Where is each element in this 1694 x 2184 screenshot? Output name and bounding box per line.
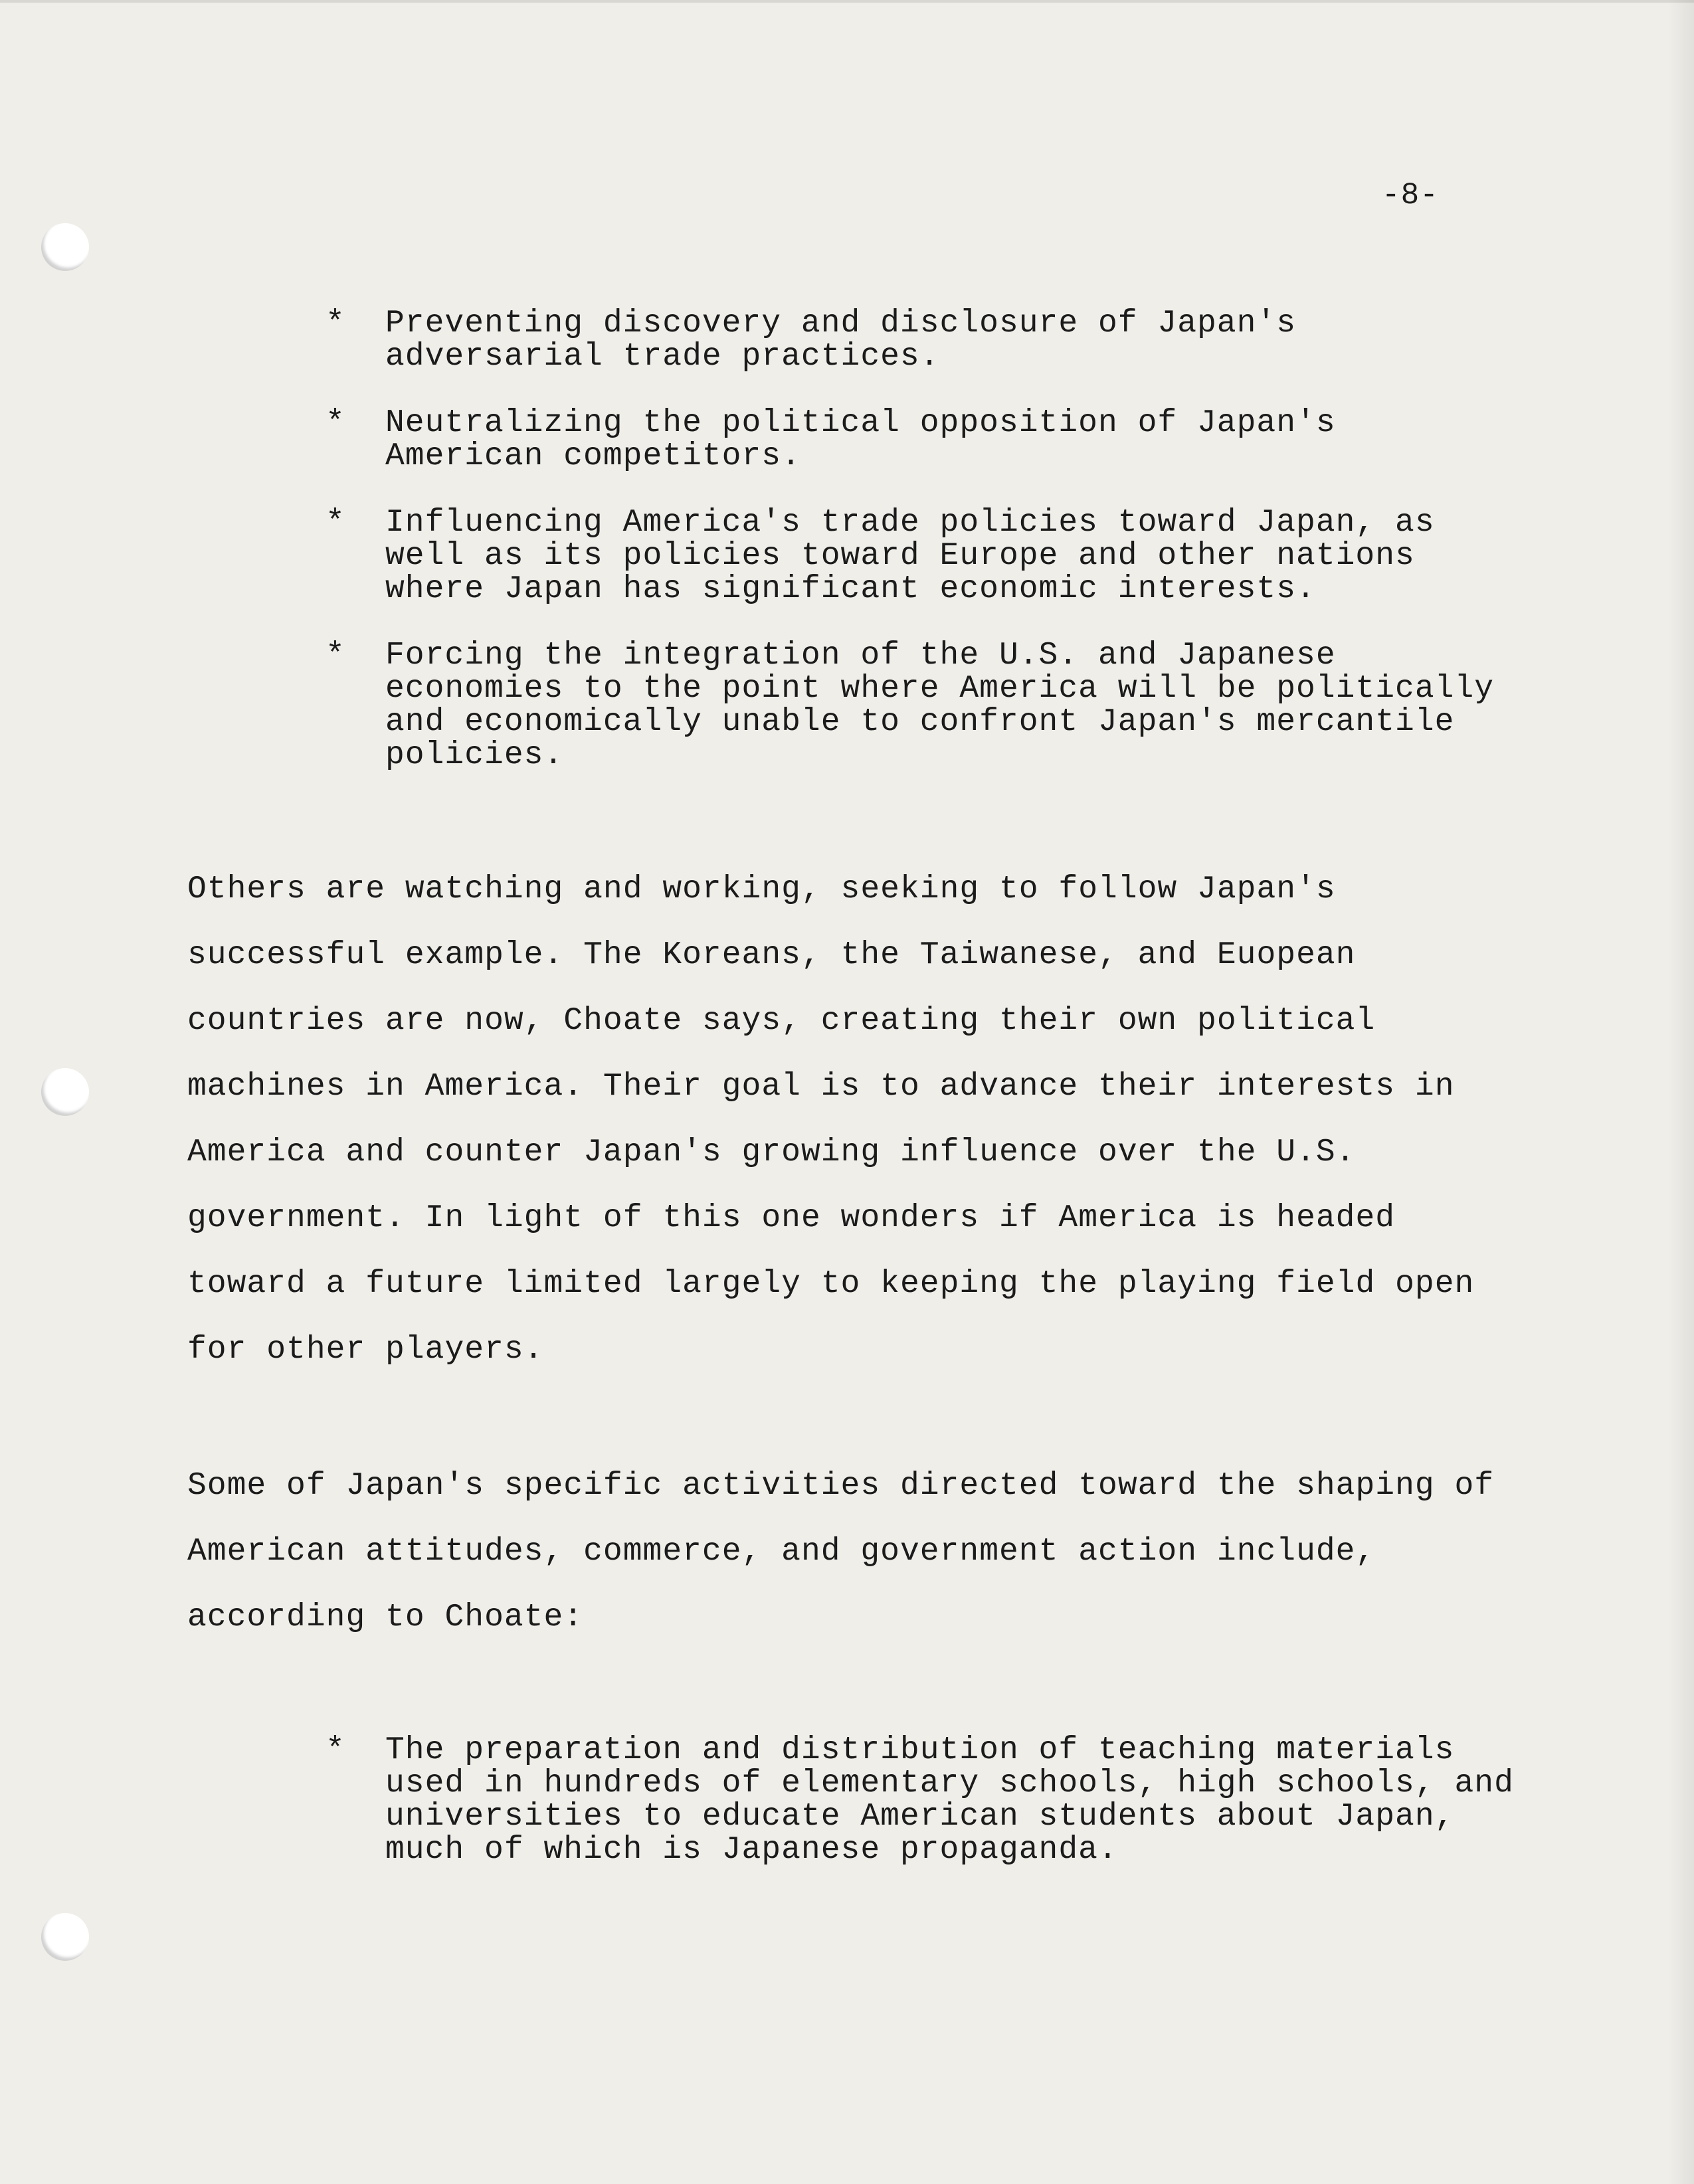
list-item: [326, 506, 1508, 606]
bullet-list-bottom: [326, 1732, 1514, 1900]
paragraph-others-watching: Others are watching and working, seeking to follow Japan's successful example. The Koreans, the Taiwanese, and Euopean countries are now, Choate says, creating their own political machines in America. Their goal is to advance their interests in America and counter Japan's growing influence over the U.S. government. In light of this one wonders if America is headed toward a future limited largely to keeping the playing field open for other players.: [187, 871, 1475, 1368]
bullet-marker: *: [326, 638, 345, 674]
list-item: [326, 307, 1408, 373]
bullet-list-top: [326, 307, 1508, 805]
bullet-marker: *: [326, 405, 345, 441]
bullet-text: The preparation and distribution of teaching materials used in hundreds of elementary schools, high schools, and universities to educate American students about Japan, much of which is Japanese propaganda.: [385, 1732, 1514, 1868]
list-item: [326, 639, 1508, 772]
paragraph-specific-activities: Some of Japan's specific activities directed toward the shaping of American attitudes, commerce, and government action include, according to Choate:: [187, 1468, 1495, 1635]
bullet-text: Influencing America's trade policies toward Japan, as well as its policies toward Europe and other nations where Japan has significant economic interests.: [385, 505, 1435, 607]
page-number: -8-: [1382, 178, 1439, 213]
bullet-text: Neutralizing the political opposition of Japan's American competitors.: [385, 405, 1336, 474]
page-edge-shadow: [1667, 0, 1694, 2184]
bullet-text: Forcing the integration of the U.S. and Japanese economies to the point where America will be politically and economically unable to confront Japan's mercantile policies.: [385, 638, 1495, 773]
bullet-marker: *: [326, 505, 345, 541]
page-top-edge: [0, 0, 1694, 3]
punch-hole-middle: [41, 1068, 89, 1116]
bullet-marker: *: [326, 306, 345, 341]
bullet-text: Preventing discovery and disclosure of Japan's adversarial trade practices.: [385, 306, 1297, 375]
bullet-marker: *: [326, 1732, 345, 1768]
list-item: [326, 1734, 1515, 1866]
punch-hole-top: [41, 223, 89, 271]
punch-hole-bottom: [41, 1913, 89, 1961]
list-item: [326, 407, 1408, 473]
